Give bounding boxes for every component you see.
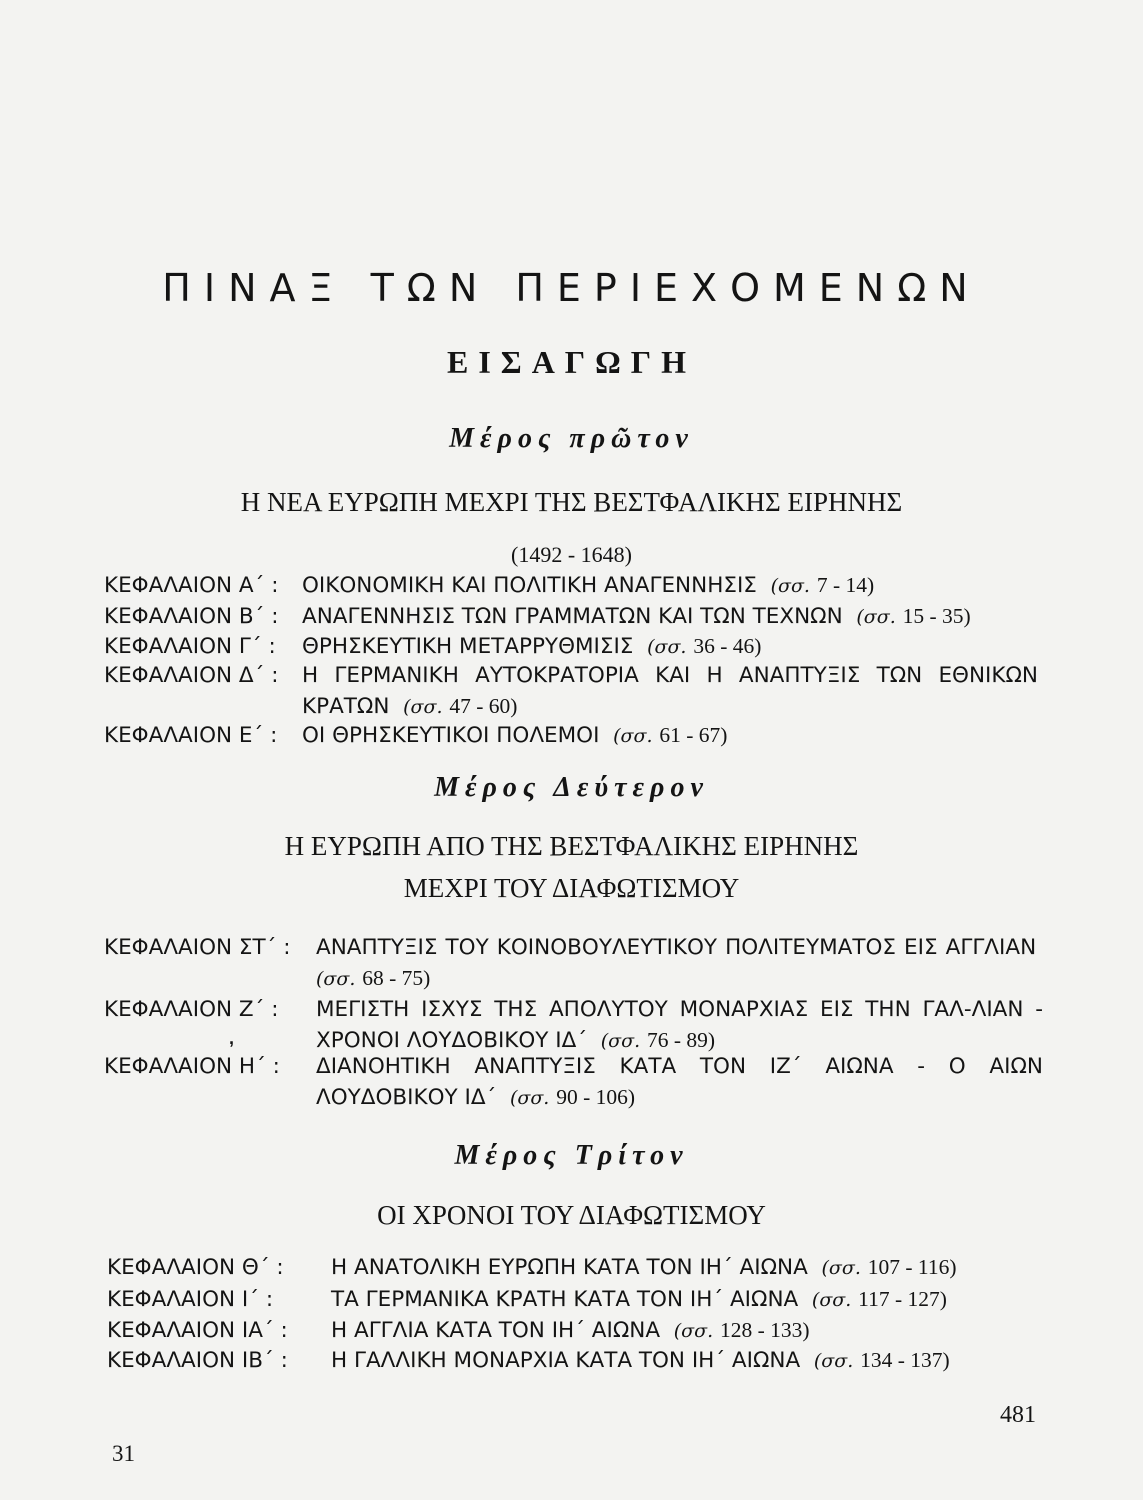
chapter-title-line xyxy=(316,994,1043,1057)
chapter-pages: 61 - 67) xyxy=(659,723,728,747)
pages-label: (σσ. xyxy=(821,1257,861,1279)
toc-entry xyxy=(107,1315,1047,1346)
chapter-label: ΚΕΦΑΛΑΙΟΝ Ε΄ : xyxy=(104,723,278,748)
chapter-title: ΤΑ ΓΕΡΜΑΝΙΚΑ ΚΡΑΤΗ ΚΑΤΑ ΤΟΝ ΙΗ΄ ΑΙΩΝΑ xyxy=(331,1287,799,1312)
chapter-pages: 128 - 133) xyxy=(720,1318,810,1342)
chapter-label: ΚΕΦΑΛΑΙΟΝ Η΄ : xyxy=(104,1054,280,1079)
pages-label: (σσ. xyxy=(647,636,687,658)
toc-entry xyxy=(107,1284,1047,1315)
toc-entry xyxy=(104,994,1044,1056)
chapter-title-line xyxy=(302,570,874,602)
part-two-title-line2: ΜΕΧΡΙ ΤΟΥ ΔΙΑΦΩΤΙΣΜΟΥ xyxy=(403,873,740,903)
toc-entry xyxy=(104,1051,1044,1113)
chapter-title: ΑΝΑΓΕΝΝΗΣΙΣ ΤΩΝ ΓΡΑΜΜΑΤΩΝ ΚΑΙ ΤΩΝ ΤΕΧΝΩΝ xyxy=(302,604,843,629)
toc-entry xyxy=(104,570,1044,601)
chapter-title-line xyxy=(316,932,1043,995)
chapter-title-line xyxy=(302,631,761,663)
chapter-pages: 15 - 35) xyxy=(902,604,971,628)
chapter-title-line xyxy=(331,1252,957,1284)
part-two-title-line1: Η ΕΥΡΩΠΗ ΑΠΟ ΤΗΣ ΒΕΣΤΦΑΛΙΚΗΣ ΕΙΡΗΝΗΣ xyxy=(284,831,859,861)
toc-entry xyxy=(104,932,1044,994)
part-one-dates: (1492 - 1648) xyxy=(511,542,632,567)
chapter-label: ΚΕΦΑΛΑΙΟΝ ΙΒ΄ : xyxy=(107,1348,288,1373)
chapter-title-line xyxy=(302,660,1038,723)
chapter-title: Η ΓΑΛΛΙΚΗ ΜΟΝΑΡΧΙΑ ΚΑΤΑ ΤΟΝ ΙΗ΄ ΑΙΩΝΑ xyxy=(331,1348,801,1373)
chapter-title: ΟΙΚΟΝΟΜΙΚΗ ΚΑΙ ΠΟΛΙΤΙΚΗ ΑΝΑΓΕΝΝΗΣΙΣ xyxy=(302,573,757,598)
toc-entry xyxy=(104,631,1044,662)
chapter-title: ΟΙ ΘΡΗΣΚΕΥΤΙΚΟΙ ΠΟΛΕΜΟΙ xyxy=(302,723,600,748)
chapter-label: ΚΕΦΑΛΑΙΟΝ ΙΑ΄ : xyxy=(107,1318,288,1343)
part-three-heading: Μέρος Τρίτον xyxy=(454,1140,689,1171)
pages-label: (σσ. xyxy=(509,1087,550,1109)
chapter-title: ΘΡΗΣΚΕΥΤΙΚΗ ΜΕΤΑΡΡΥΘΜΙΣΙΣ xyxy=(302,634,634,659)
chapter-pages: 7 - 14) xyxy=(816,573,875,597)
chapter-label: ΚΕΦΑΛΑΙΟΝ Θ΄ : xyxy=(107,1255,284,1280)
chapter-pages: 47 - 60) xyxy=(449,694,518,718)
chapter-title-line xyxy=(302,601,971,633)
pages-label: (σσ. xyxy=(673,1320,714,1342)
part-one-title: Η ΝΕΑ ΕΥΡΩΠΗ ΜΕΧΡΙ ΤΗΣ ΒΕΣΤΦΑΛΙΚΗΣ ΕΙΡΗΝΗΣ xyxy=(240,487,903,517)
part-one-heading: Μέρος πρῶτον xyxy=(449,423,694,454)
chapter-title-line xyxy=(331,1284,947,1316)
chapter-title: Η ΑΓΓΛΙΑ ΚΑΤΑ ΤΟΝ ΙΗ΄ ΑΙΩΝΑ xyxy=(331,1318,661,1343)
chapter-label: ΚΕΦΑΛΑΙΟΝ ΣΤ΄ : xyxy=(104,935,291,960)
chapter-pages: 68 - 75) xyxy=(362,966,431,990)
chapter-title-line xyxy=(331,1315,810,1347)
chapter-title: Η ΑΝΑΤΟΛΙΚΗ ΕΥΡΩΠΗ ΚΑΤΑ ΤΟΝ ΙΗ΄ ΑΙΩΝΑ xyxy=(331,1255,808,1280)
pages-label: (σσ. xyxy=(856,606,896,628)
chapter-pages: 36 - 46) xyxy=(693,634,762,658)
toc-entry xyxy=(104,601,1044,632)
part-two-heading: Μέρος Δεύτερον xyxy=(434,772,709,803)
page-number-right: 481 xyxy=(1000,1402,1036,1428)
intro-heading: ΕΙΣΑΓΩΓΗ xyxy=(446,344,697,380)
chapter-pages: 90 - 106) xyxy=(556,1085,636,1109)
chapter-label: ΚΕΦΑΛΑΙΟΝ Γ΄ : xyxy=(104,634,276,659)
page-number-left: 31 xyxy=(112,1441,135,1466)
toc-entry xyxy=(104,720,1044,751)
chapter-title: Η ΓΕΡΜΑΝΙΚΗ ΑΥΤΟΚΡΑΤΟΡΙΑ ΚΑΙ Η ΑΝΑΠΤΥΞΙΣ ΤΩΝ ΕΘΝΙΚΩΝ ΚΡΑΤΩΝ xyxy=(302,663,1038,719)
toc-entry xyxy=(104,660,1044,722)
chapter-title-line xyxy=(331,1345,950,1377)
chapter-pages: 107 - 116) xyxy=(867,1255,957,1279)
chapter-label: ΚΕΦΑΛΑΙΟΝ Ι΄ : xyxy=(107,1287,274,1312)
toc-entry xyxy=(107,1252,1047,1283)
chapter-pages: 117 - 127) xyxy=(858,1287,947,1311)
page-title: ΠΙΝΑΞ ΤΩΝ ΠΕΡΙΕΧΟΜΕΝΩΝ xyxy=(162,266,981,310)
pages-label: (σσ. xyxy=(811,1289,852,1311)
pages-label: (σσ. xyxy=(403,696,443,718)
chapter-label: ΚΕΦΑΛΑΙΟΝ Ζ΄ : xyxy=(104,997,279,1022)
chapter-title: ΜΕΓΙΣΤΗ ΙΣΧΥΣ ΤΗΣ ΑΠΟΛΥΤΟΥ ΜΟΝΑΡΧΙΑΣ ΕΙΣ ΤΗΝ ΓΑΛ-ΛΙΑΝ - ΧΡΟΝΟΙ ΛΟΥΔΟΒΙΚΟΥ ΙΔ΄ xyxy=(316,997,1043,1053)
chapter-label: ΚΕΦΑΛΑΙΟΝ Δ΄ : xyxy=(104,663,279,688)
chapter-label: ΚΕΦΑΛΑΙΟΝ Α΄ : xyxy=(104,573,279,598)
toc-entry xyxy=(107,1345,1047,1376)
margin-mark: , xyxy=(229,1028,235,1048)
chapter-pages: 134 - 137) xyxy=(860,1348,950,1372)
chapter-label: ΚΕΦΑΛΑΙΟΝ Β΄ : xyxy=(104,604,279,629)
part-three-title: ΟΙ ΧΡΟΝΟΙ ΤΟΥ ΔΙΑΦΩΤΙΣΜΟΥ xyxy=(377,1200,766,1230)
pages-label: (σσ. xyxy=(613,725,653,747)
chapter-pages: 76 - 89) xyxy=(647,1028,716,1052)
pages-label: (σσ. xyxy=(600,1030,641,1052)
pages-label: (σσ. xyxy=(813,1350,854,1372)
pages-label: (σσ. xyxy=(316,968,356,990)
chapter-title: ΔΙΑΝΟΗΤΙΚΗ ΑΝΑΠΤΥΞΙΣ ΚΑΤΑ ΤΟΝ ΙΖ΄ ΑΙΩΝΑ - Ο ΑΙΩΝ ΛΟΥΔΟΒΙΚΟΥ ΙΔ΄ xyxy=(316,1054,1043,1110)
chapter-title: ΑΝΑΠΤΥΞΙΣ ΤΟΥ ΚΟΙΝΟΒΟΥΛΕΥΤΙΚΟΥ ΠΟΛΙΤΕΥΜΑΤΟΣ ΕΙΣ ΑΓΓΛΙΑΝ xyxy=(316,935,1037,960)
chapter-title-line xyxy=(316,1051,1043,1114)
chapter-title-line xyxy=(302,720,727,752)
pages-label: (σσ. xyxy=(770,575,810,597)
